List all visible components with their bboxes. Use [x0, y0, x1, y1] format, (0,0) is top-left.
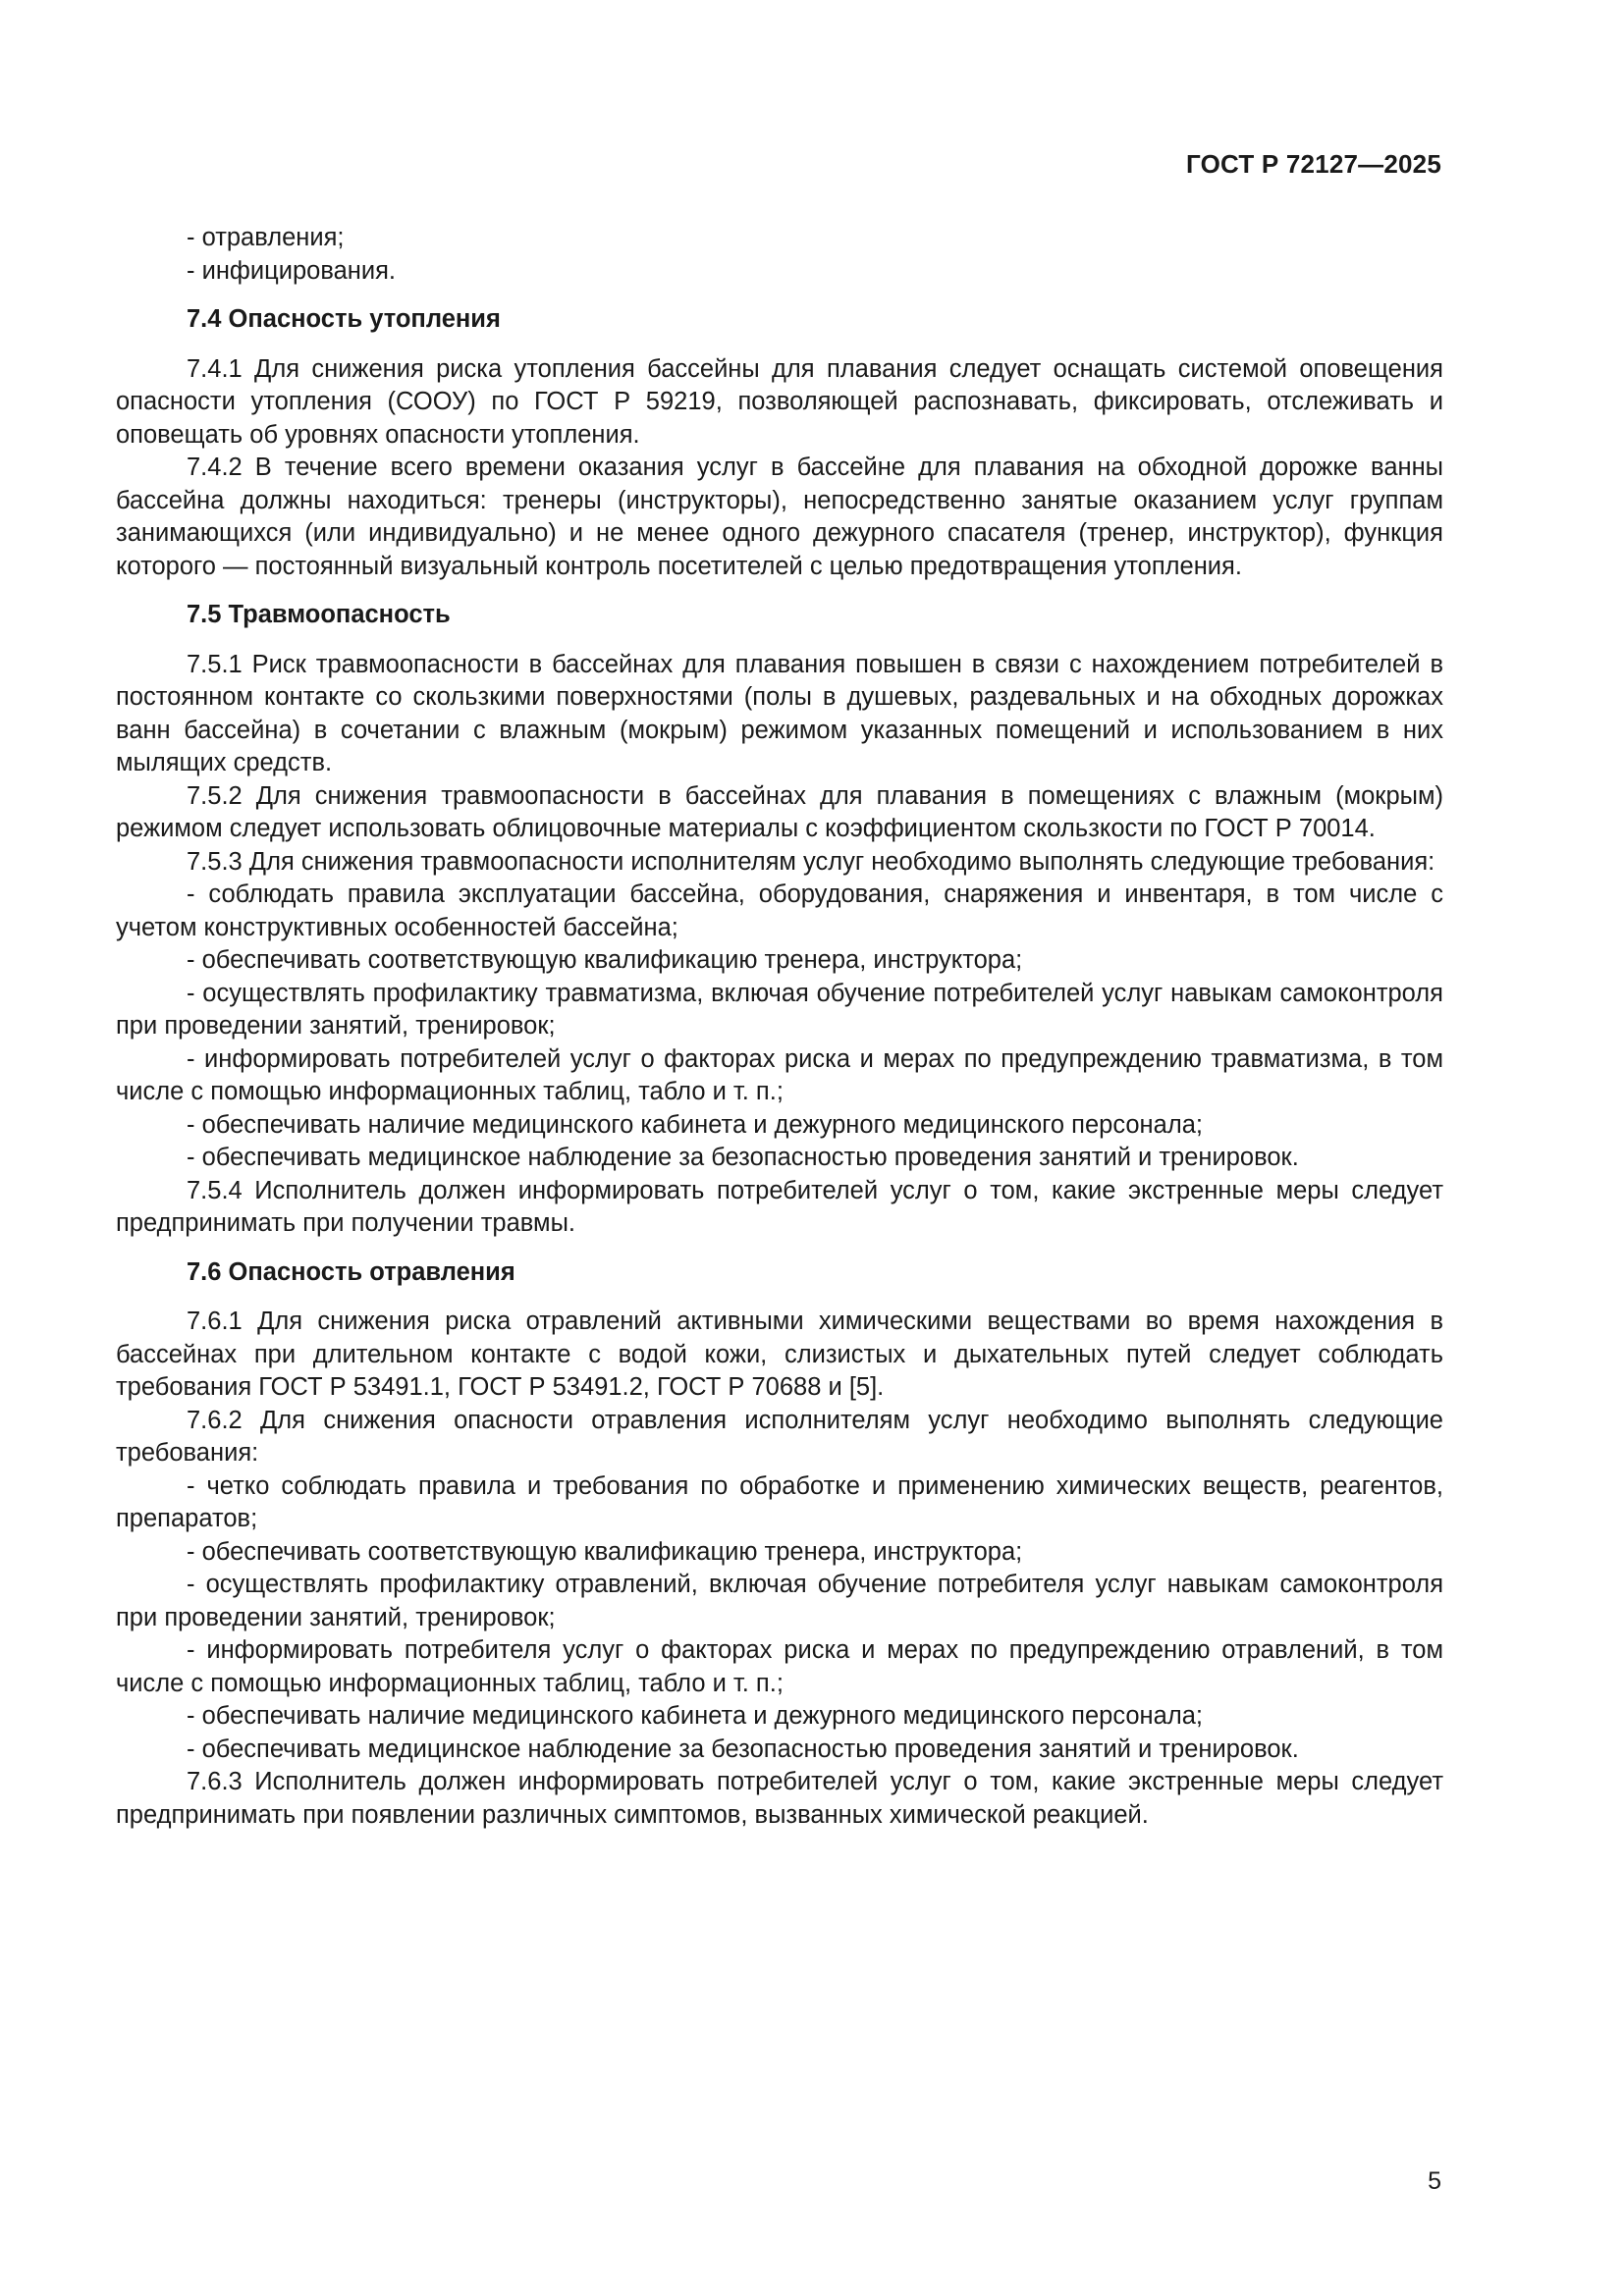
section-heading-7-6: 7.6 Опасность отравления	[187, 1257, 515, 1286]
paragraph-7-5-3: 7.5.3 Для снижения травмоопасности исполнителям услуг необходимо выполнять следующие требования:	[187, 847, 1435, 876]
list-item: - обеспечивать соответствующую квалификацию тренера, инструктора;	[187, 946, 1023, 974]
list-item: - осуществлять профилактику травматизма, включая обучение потребителей услуг навыкам самоконтроля при проведении занятий, тренировок;	[116, 979, 1443, 1040]
list-item: - обеспечивать наличие медицинского кабинета и дежурного медицинского персонала;	[187, 1110, 1203, 1139]
list-item: - отравления;	[187, 224, 345, 251]
list-item: - инфицирования.	[187, 256, 397, 285]
section-heading-7-5: 7.5 Травмоопасность	[187, 601, 451, 628]
page-number: 5	[1428, 2167, 1441, 2195]
document-header: ГОСТ Р 72127—2025	[1186, 149, 1441, 179]
section-heading-7-4: 7.4 Опасность утопления	[187, 305, 501, 333]
paragraph-7-5-2: 7.5.2 Для снижения травмоопасности в бассейнах для плавания в помещениях с влажным (мокрым) режимом следует использовать облицовочные материалы с коэффициентом скользкости по ГОСТ Р 70014.	[116, 781, 1443, 842]
paragraph-7-4-1: 7.4.1 Для снижения риска утопления бассейны для плавания следует оснащать системой оповещения опасности утопления (СООУ) по ГОСТ Р 59219, позволяющей распознавать, фиксировать, отслеживать и оповещать об уровнях опасности утопления.	[116, 354, 1443, 449]
document-body	[116, 222, 1443, 1832]
list-item: - осуществлять профилактику отравлений, включая обучение потребителя услуг навыкам самоконтроля при проведении занятий, тренировок;	[116, 1571, 1443, 1631]
paragraph-7-5-1: 7.5.1 Риск травмоопасности в бассейнах для плавания повышен в связи с нахождением потребителей в постоянном контакте со скользкими поверхностями (полы в душевых, раздевальных и на обходных дорожках ванн бассейна) в сочетании с влажным (мокрым) режимом указанных помещений и использованием в них мылящих средств.	[116, 650, 1443, 776]
list-item: - обеспечивать наличие медицинского кабинета и дежурного медицинского персонала;	[187, 1702, 1203, 1730]
list-item: - четко соблюдать правила и требования по обработке и применению химических веществ, реагентов, препаратов;	[116, 1471, 1443, 1532]
list-item: - обеспечивать соответствующую квалификацию тренера, инструктора;	[187, 1537, 1023, 1566]
paragraph-7-6-3: 7.6.3 Исполнитель должен информировать потребителей услуг о том, какие экстренные меры следует предпринимать при появлении различных симптомов, вызванных химической реакцией.	[116, 1768, 1443, 1829]
list-item: - информировать потребителя услуг о факторах риска и мерах по предупреждению отравлений, в том числе с помощью информационных таблиц, табло и т. п.;	[116, 1636, 1443, 1697]
paragraph-7-6-2: 7.6.2 Для снижения опасности отравления исполнителям услуг необходимо выполнять следующие требования:	[116, 1406, 1443, 1467]
list-item: - соблюдать правила эксплуатации бассейна, оборудования, снаряжения и инвентаря, в том числе с учетом конструктивных особенностей бассейна;	[116, 881, 1443, 941]
list-item: - обеспечивать медицинское наблюдение за безопасностью проведения занятий и тренировок.	[187, 1735, 1299, 1763]
paragraph-7-6-1: 7.6.1 Для снижения риска отравлений активными химическими веществами во время нахождения в бассейнах при длительном контакте с водой кожи, слизистых и дыхательных путей следует соблюдать требования ГОСТ Р 53491.1, ГОСТ Р 53491.2, ГОСТ Р 70688 и [5].	[116, 1308, 1443, 1401]
list-item: - информировать потребителей услуг о факторах риска и мерах по предупреждению травматизма, в том числе с помощью информационных таблиц, табло и т. п.;	[116, 1044, 1443, 1105]
list-item: - обеспечивать медицинское наблюдение за безопасностью проведения занятий и тренировок.	[187, 1144, 1299, 1171]
paragraph-7-4-2: 7.4.2 В течение всего времени оказания услуг в бассейне для плавания на обходной дорожке ванны бассейна должны находиться: тренеры (инструкторы), непосредственно занятые оказанием услуг группам занимающихся (или индивидуально) и не менее одного дежурного спасателя (тренер, инструктор), функция которого — постоянный визуальный контроль посетителей с целью предотвращения утопления.	[116, 454, 1443, 580]
paragraph-7-5-4: 7.5.4 Исполнитель должен информировать потребителей услуг о том, какие экстренные меры следует предпринимать при получении травмы.	[116, 1176, 1443, 1237]
